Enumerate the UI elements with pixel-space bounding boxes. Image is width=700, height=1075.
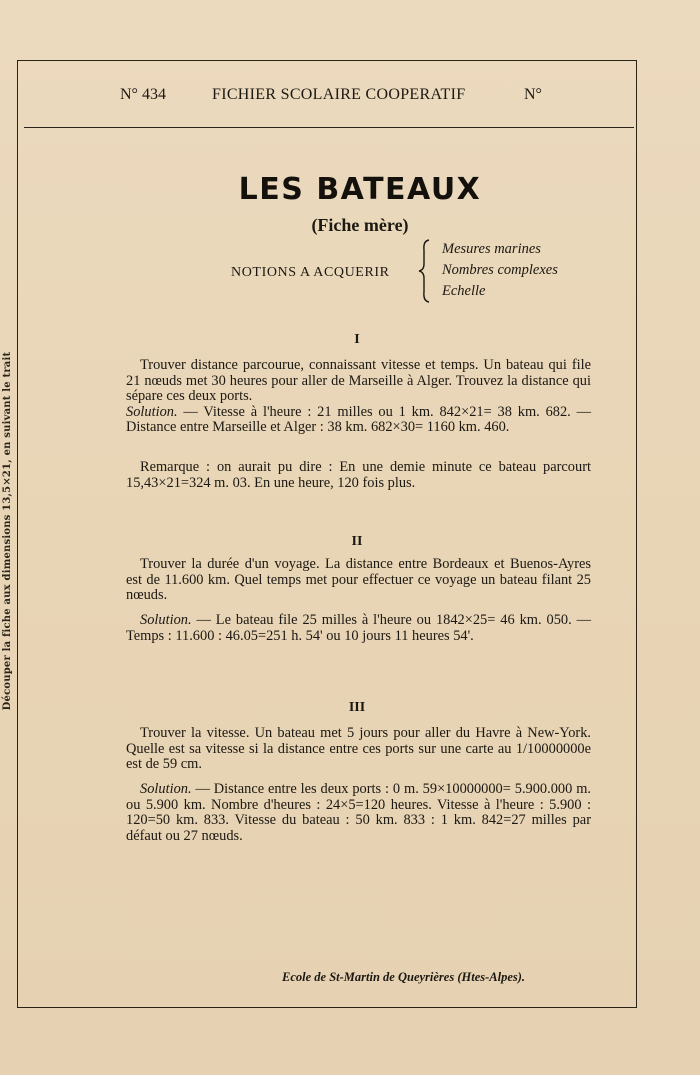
notion-item: Mesures marines	[442, 241, 541, 257]
header-rule	[24, 127, 634, 128]
section-number: III	[348, 700, 366, 715]
problem-text: Trouver la durée d'un voyage. La distance entre Bordeaux et Buenos-Ayres est de 11.600 km. Quel temps met pour effectuer ce voyage un bateau filant 25 nœuds.	[126, 556, 591, 603]
remark-text: Remarque : on aurait pu dire : En une demie minute ce bateau parcourt 15,43×21=324 m. 03. En une heure, 120 fois plus.	[126, 459, 591, 491]
header	[120, 86, 560, 106]
collection-title: FICHIER SCOLAIRE COOPERATIF	[212, 86, 466, 103]
cutting-instruction: Découper la fiche aux dimensions 13,5×21, en suivant le trait	[2, 351, 13, 711]
solution-label: Solution.	[140, 781, 192, 797]
solution-paragraph	[126, 613, 591, 644]
solution-text: — Distance entre les deux ports : 0 m. 59×10000000= 5.900.000 m. ou 5.900 km. Nombre d'heures : 24×5=120 heures. Vitesse à l'heure : 5.900 : 120=50 km. 833. Vitesse du bateau : 50 km. 833 : 1 km. 842=27 milles par défaut ou 27 nœuds.	[126, 781, 591, 844]
card-number-blank: N°	[524, 86, 542, 103]
notions-label: NOTIONS A ACQUERIR	[231, 265, 390, 280]
footer-school: Ecole de St-Martin de Queyrières (Htes-Alpes).	[282, 970, 526, 984]
page-title: LES BATEAUX	[238, 172, 482, 207]
solution-paragraph	[126, 782, 591, 844]
solution-label: Solution.	[126, 403, 178, 420]
solution-text: — Le bateau file 25 milles à l'heure ou 1842×25= 46 km. 050. — Temps : 11.600 : 46.05=251 h. 54' ou 10 jours 11 heures 54'.	[126, 612, 591, 644]
notion-item: Echelle	[442, 283, 486, 299]
notion-item: Nombres complexes	[442, 262, 558, 278]
card-number: N° 434	[120, 86, 166, 103]
section-number: II	[351, 534, 363, 549]
solution-text: — Vitesse à l'heure : 21 milles ou 1 km. 842×21= 38 km. 682. — Distance entre Marseille et Alger : 38 km. 682×30= 1160 km. 460.	[126, 403, 591, 435]
solution-label: Solution.	[140, 612, 192, 628]
problem-text: Trouver distance parcourue, connaissant vitesse et temps. Un bateau qui file 21 nœuds met 30 heures pour aller de Marseille à Alger. Trouvez la distance qui sépare ces deux ports. Solution. — Vitesse à l'heure : 21 milles ou 1 km. 842×21= 38 km. 682. — Distance entre Marseille et Alger : 38 km. 682×30= 1160 km. 460.	[126, 357, 591, 435]
page-subtitle: (Fiche mère)	[311, 215, 409, 235]
brace-icon	[418, 238, 432, 304]
section-number: I	[354, 332, 360, 347]
notions-list	[442, 239, 558, 302]
problem-text: Trouver la vitesse. Un bateau met 5 jours pour aller du Havre à New-York. Quelle est sa vitesse si la distance entre ces ports sur une carte au 1/10000000e est de 59 cm.	[126, 725, 591, 772]
